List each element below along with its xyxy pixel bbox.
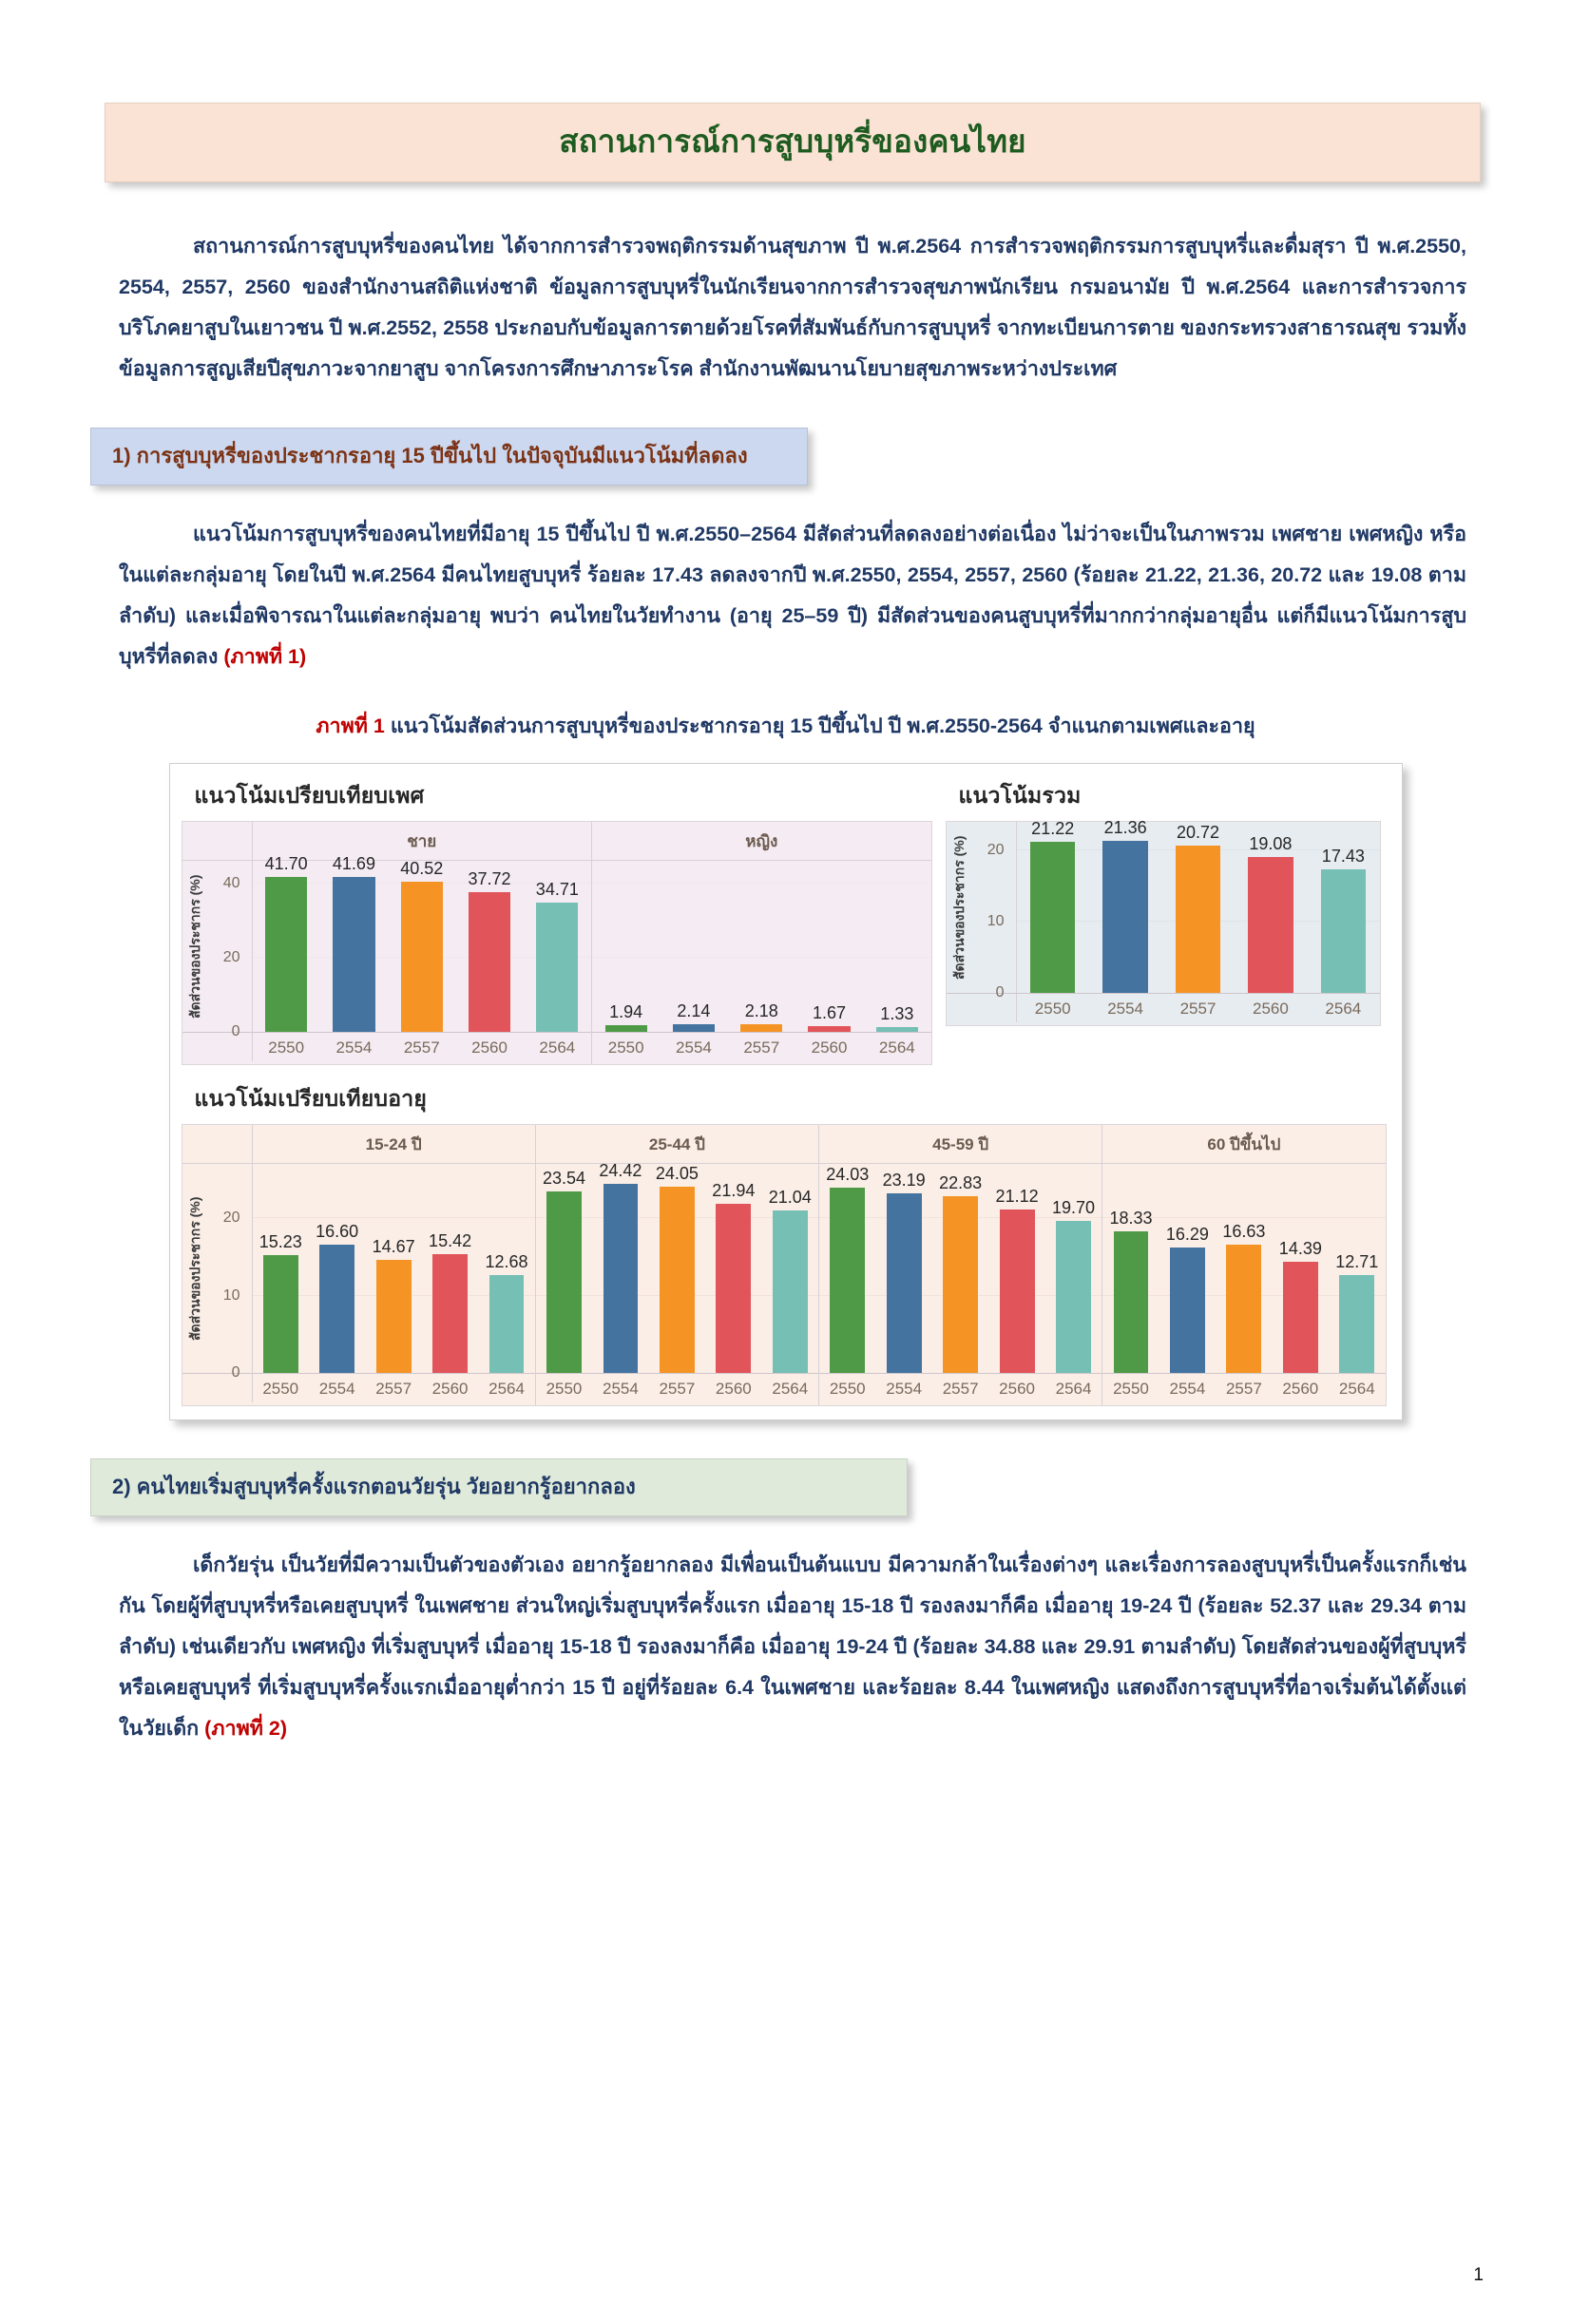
x-tick-label: 2550 (268, 1038, 305, 1057)
y-axis-foot (947, 993, 1017, 1022)
x-tick-label: 2557 (743, 1038, 780, 1057)
bar-column (253, 854, 320, 1032)
y-axis-column (947, 822, 1017, 1025)
bar (536, 903, 578, 1032)
bar-column (1329, 1164, 1385, 1373)
bar-column (932, 1164, 988, 1373)
bar-column (728, 861, 795, 1032)
section-2-figure-ref: (ภาพที่ 2) (204, 1717, 288, 1741)
bar (1283, 1262, 1318, 1373)
x-tick-label: 2554 (886, 1380, 923, 1399)
chart-title-overall-trend: แนวโน้มรวม (958, 783, 1082, 809)
plot-area-overall-trend (946, 818, 1381, 1026)
facet-header-spacer (182, 822, 253, 860)
bar-column (705, 1164, 761, 1373)
bar-value-label: 24.03 (826, 1164, 870, 1184)
bar-value-label: 1.67 (813, 1002, 847, 1022)
bar-column (875, 1164, 931, 1373)
bar-column (1017, 819, 1089, 993)
x-tick-label: 2564 (1325, 1000, 1362, 1019)
y-axis (182, 1164, 253, 1381)
chart-panel-age-trend (182, 1076, 1390, 1406)
bar-column (1216, 1164, 1272, 1373)
bar-value-label: 41.70 (264, 854, 308, 874)
y-tick-1: 10 (222, 1286, 240, 1304)
intro-paragraph (119, 226, 1466, 390)
bars-1 (592, 861, 931, 1032)
bar (333, 877, 374, 1032)
bar (469, 892, 510, 1033)
bars-0 (1017, 818, 1380, 993)
bar-value-label: 21.36 (1103, 818, 1147, 838)
bar (401, 882, 443, 1033)
bar-value-label: 24.05 (655, 1164, 699, 1184)
facet-1 (591, 861, 931, 1064)
bar-column (762, 1164, 818, 1373)
y-tick-1: 10 (987, 913, 1005, 930)
bars-2 (819, 1164, 1102, 1373)
section-1-heading (90, 428, 808, 486)
chart-title-sex-trend: แนวโน้มเปรียบเทียบเพศ (194, 783, 425, 809)
x-tick-label: 2550 (607, 1038, 644, 1057)
bar-column (388, 858, 455, 1032)
bar (740, 1024, 782, 1033)
bar (1102, 841, 1147, 993)
x-tick-label: 2554 (603, 1380, 639, 1399)
x-tick-label: 2564 (1338, 1380, 1375, 1399)
bar (605, 1025, 647, 1033)
facet-0 (253, 854, 592, 1064)
x-tick-label: 2560 (811, 1038, 848, 1057)
y-tick-0: 0 (995, 984, 1005, 1001)
bar (1000, 1210, 1035, 1373)
bar-column (592, 1161, 648, 1373)
section-2-heading-text: 2) คนไทยเริ่มสูบบุหรี่ครั้งแรกตอนวัยรุ่น วัยอยากรู้อยากลอง (112, 1475, 636, 1499)
intro-text: สถานการณ์การสูบบุหรี่ของคนไทย ได้จากการสำรวจพฤติกรรมด้านสุขภาพ ปี พ.ศ.2564 การสำรวจพฤติกรรมการสูบบุหรี่และดื่มสุรา ปี พ.ศ.2550, 2554, 2557, 2560 ของสำนักงานสถิติแห่งชาติ ข้อมูลการสูบบุหรี่ในนักเรียนจากการสำรวจสุขภาพนักเรียน กรมอนามัย ปี พ.ศ.2564 และการสำรวจการบริโภคยาสูบในเยาวชน ปี พ.ศ.2552, 2558 ประกอบกับข้อมูลการตายด้วยโรคที่สัมพันธ์กับการสูบบุหรี่ จากทะเบียนการตาย ของกระทรวงสาธารณสุข รวมทั้งข้อมูลการสูญเสียปีสุขภาวะจากยาสูบ จากโครงการศึกษาภาระโรค สำนักงานพัฒนานโยบายสุขภาพระหว่างประเทศ (119, 235, 1466, 381)
facets (253, 1161, 1386, 1405)
bar (265, 877, 307, 1032)
bar-column (1307, 822, 1379, 993)
bar-value-label: 23.19 (882, 1171, 926, 1191)
x-tick-label: 2557 (659, 1380, 696, 1399)
x-tick-label: 2554 (1169, 1380, 1206, 1399)
facet-header-1: หญิง (591, 822, 931, 860)
bar-column (309, 1164, 365, 1373)
x-tick-label: 2560 (1282, 1380, 1319, 1399)
bar-value-label: 16.60 (316, 1222, 359, 1242)
bar-value-label: 34.71 (535, 880, 579, 900)
bar-column (478, 1164, 534, 1373)
bar-value-label: 1.33 (880, 1004, 914, 1024)
section-2-paragraph (119, 1545, 1466, 1749)
bar-column (863, 861, 930, 1032)
bar (263, 1255, 298, 1373)
x-tick-label: 2557 (403, 1038, 440, 1057)
bars-0 (253, 1164, 535, 1373)
chart-panel-overall-trend (946, 773, 1381, 1065)
bar-column (1089, 818, 1161, 993)
plot-area-age-trend (182, 1124, 1387, 1406)
facet-header-0: ชาย (407, 832, 437, 851)
x-tick-label: 2564 (539, 1038, 576, 1057)
bars-0 (253, 854, 592, 1032)
bar-value-label: 14.67 (372, 1236, 415, 1256)
bar-column (320, 854, 388, 1032)
bars-3 (1102, 1164, 1385, 1373)
plot-body (182, 854, 931, 1064)
bar (546, 1191, 582, 1374)
bar (603, 1184, 639, 1373)
bar-column (253, 1164, 309, 1373)
facet-0 (253, 1164, 535, 1405)
x-axis-3 (1102, 1373, 1385, 1405)
bar-column (660, 861, 727, 1032)
x-axis-0 (253, 1373, 535, 1405)
figure-1-caption (0, 710, 1571, 742)
bar (1030, 842, 1075, 993)
figure-1-caption-text: แนวโน้มสัดส่วนการสูบบุหรี่ของประชากรอายุ 15 ปีขึ้นไป ปี พ.ศ.2550-2564 จำแนกตามเพศและอายุ (384, 714, 1255, 738)
bar (1176, 846, 1220, 993)
plot-body (947, 818, 1380, 1025)
section-1-paragraph (119, 514, 1466, 677)
bar (943, 1196, 978, 1373)
x-axis-0 (253, 1032, 592, 1064)
bar-column (1045, 1164, 1102, 1373)
bar-value-label: 19.08 (1249, 834, 1293, 854)
bar (1339, 1275, 1374, 1374)
bar-column (524, 861, 591, 1032)
x-axis-2 (819, 1373, 1102, 1405)
section-2-body-text: เด็กวัยรุ่น เป็นวัยที่มีความเป็นตัวของตัวเอง อยากรู้อยากลอง มีเพื่อนเป็นต้นแบบ มีความกล้าในเรื่องต่างๆ และเรื่องการลองสูบบุหรี่เป็นครั้งแรกก็เช่นกัน โดยผู้ที่สูบบุหรี่หรือเคยสูบบุหรี่ ในเพศชาย ส่วนใหญ่เริ่มสูบบุหรี่ครั้งแรก เมื่ออายุ 15-18 ปี รองลงมาก็คือ เมื่ออายุ 19-24 ปี (ร้อยละ 52.37 และ 29.34 ตามลำดับ) เช่นเดียวกับ เพศหญิง ที่เริ่มสูบบุหรี่ เมื่ออายุ 15-18 ปี รองลงมาก็คือ เมื่ออายุ 19-24 ปี (ร้อยละ 34.88 และ 29.91 ตามลำดับ) โดยสัดส่วนของผู้ที่สูบบุหรี่หรือเคยสูบบุหรี่ ที่เริ่มสูบบุหรี่ครั้งแรกเมื่ออายุต่ำกว่า 15 ปี อยู่ที่ร้อยละ 6.4 ในเพศชาย และร้อยละ 8.44 ในเพศหญิง แสดงถึงการสูบบุหรี่ที่อาจเริ่มต้นได้ตั้งแต่ในวัยเด็ก (119, 1553, 1466, 1741)
y-axis (947, 822, 1017, 1001)
y-tick-2: 20 (222, 1210, 240, 1227)
bar-value-label: 22.83 (939, 1173, 983, 1193)
y-axis-foot (182, 1032, 253, 1061)
bar-value-label: 24.42 (599, 1161, 642, 1181)
bar-value-label: 2.18 (744, 1000, 778, 1020)
x-tick-label: 2564 (878, 1038, 915, 1057)
page-title: สถานการณ์การสูบบุหรี่ของคนไทย (559, 124, 1026, 159)
x-tick-label: 2557 (1225, 1380, 1262, 1399)
bar-column (1102, 1164, 1159, 1373)
facet-header-spacer (182, 1125, 253, 1163)
x-tick-label: 2564 (1055, 1380, 1092, 1399)
x-tick-label: 2560 (431, 1380, 469, 1399)
bar-value-label: 12.68 (485, 1251, 528, 1271)
bar-value-label: 14.39 (1278, 1239, 1322, 1259)
x-axis-0 (1017, 993, 1380, 1025)
x-axis-1 (592, 1032, 931, 1064)
figure-1-chart (169, 763, 1403, 1420)
x-tick-label: 2560 (999, 1380, 1035, 1399)
bar-column (365, 1164, 421, 1373)
y-tick-2: 40 (222, 874, 240, 891)
y-axis-column (182, 861, 253, 1064)
bar-value-label: 21.12 (995, 1187, 1039, 1207)
bar-column (1235, 822, 1307, 993)
section-1-body-text: แนวโน้มการสูบบุหรี่ของคนไทยที่มีอายุ 15 ปีขึ้นไป ปี พ.ศ.2550–2564 มีสัดส่วนที่ลดลงอย่างต่อเนื่อง ไม่ว่าจะเป็นในภาพรวม เพศชาย เพศหญิง หรือในแต่ละกลุ่มอายุ โดยในปี พ.ศ.2564 มีคนไทยสูบบุหรี่ ร้อยละ 17.43 ลดลงจากปี พ.ศ.2550, 2554, 2557, 2560 (ร้อยละ 21.22, 21.36, 20.72 และ 19.08 ตามลำดับ) และเมื่อพิจารณาในแต่ละกลุ่มอายุ พบว่า คนไทยในวัยทำงาน (อายุ 25–59 ปี) มีสัดส่วนของคนสูบบุหรี่ที่มากกว่ากลุ่มอายุอื่น แต่ก็มีแนวโน้มการสูบบุหรี่ที่ลดลง (119, 523, 1466, 669)
x-tick-label: 2550 (1113, 1380, 1149, 1399)
x-tick-label: 2550 (829, 1380, 866, 1399)
section-1-heading-text: 1) การสูบบุหรี่ของประชากรอายุ 15 ปีขึ้นไป ในปัจจุบันมีแนวโน้มที่ลดลง (112, 444, 748, 468)
bar (660, 1187, 695, 1373)
y-axis-title: สัดส่วนของประชากร (%) (950, 835, 967, 980)
bar-value-label: 15.23 (259, 1232, 302, 1252)
bar (1170, 1248, 1205, 1374)
bar-value-label: 1.94 (609, 1001, 643, 1021)
x-axis-1 (536, 1373, 818, 1405)
bar (1056, 1221, 1091, 1374)
bar-value-label: 2.14 (677, 1000, 711, 1020)
bar (830, 1188, 865, 1374)
y-tick-0: 0 (231, 1023, 240, 1040)
facet-0 (1017, 818, 1380, 1025)
facets (1017, 818, 1380, 1025)
x-tick-label: 2557 (1179, 1000, 1217, 1019)
section-1-figure-ref: (ภาพที่ 1) (223, 645, 307, 669)
y-axis-foot (182, 1373, 253, 1402)
x-tick-label: 2564 (489, 1380, 525, 1399)
bar-column (536, 1164, 592, 1373)
bar-value-label: 17.43 (1321, 846, 1365, 866)
bar-column (795, 861, 863, 1032)
bar-column (592, 861, 660, 1032)
bar (673, 1024, 715, 1032)
facet-header-0: 15-24 ปี (365, 1135, 422, 1154)
y-tick-2: 20 (987, 842, 1005, 859)
y-tick-1: 20 (222, 949, 240, 966)
bar-column (1161, 822, 1234, 993)
y-axis-title: สัดส่วนของประชากร (%) (186, 1196, 202, 1341)
bar (1226, 1245, 1261, 1374)
plot-area-sex-trend (182, 821, 932, 1065)
bar (1114, 1231, 1149, 1373)
bar (887, 1193, 922, 1373)
bar-column (988, 1164, 1044, 1373)
x-tick-label: 2554 (318, 1380, 355, 1399)
bars-1 (536, 1161, 818, 1373)
bar (876, 1027, 918, 1032)
page-number: 1 (1473, 2265, 1484, 2285)
bar-column (422, 1164, 478, 1373)
y-axis-title: สัดส่วนของประชากร (%) (186, 874, 202, 1019)
bar-value-label: 41.69 (332, 854, 375, 874)
bar-value-label: 15.42 (429, 1230, 472, 1250)
facet-header-1: 25-44 ปี (535, 1125, 818, 1163)
bar-column (1159, 1164, 1216, 1373)
x-tick-label: 2560 (471, 1038, 508, 1057)
bar-value-label: 16.29 (1165, 1224, 1209, 1244)
bar-value-label: 21.22 (1031, 819, 1075, 839)
bar-value-label: 40.52 (400, 858, 444, 878)
bar-column (1273, 1164, 1329, 1373)
bar (376, 1260, 412, 1374)
bar (1248, 857, 1293, 993)
facet-3 (1102, 1164, 1385, 1405)
bar-value-label: 23.54 (542, 1168, 585, 1188)
x-tick-label: 2560 (1253, 1000, 1289, 1019)
document-title-banner (105, 103, 1481, 182)
facet-header-row (182, 1125, 1386, 1164)
facet-header-2: 45-59 ปี (818, 1125, 1102, 1163)
bar-value-label: 19.70 (1052, 1197, 1096, 1217)
plot-body (182, 1161, 1386, 1405)
chart-top-row (182, 773, 1390, 1065)
x-tick-label: 2557 (942, 1380, 979, 1399)
y-tick-labels (211, 861, 245, 1040)
x-tick-label: 2550 (1034, 1000, 1071, 1019)
bar-column (819, 1164, 875, 1373)
y-tick-labels (211, 1164, 245, 1381)
bar-value-label: 12.71 (1335, 1251, 1379, 1271)
chart-bottom-row (182, 1076, 1390, 1406)
y-axis (182, 861, 253, 1040)
x-tick-label: 2557 (375, 1380, 412, 1399)
section-2-heading (90, 1458, 908, 1516)
facet-2 (818, 1164, 1102, 1405)
bar-value-label: 37.72 (468, 868, 511, 888)
bar (1321, 869, 1366, 994)
bar-value-label: 16.63 (1222, 1221, 1266, 1241)
bar-value-label: 18.33 (1109, 1208, 1153, 1228)
figure-1-caption-label: ภาพที่ 1 (316, 714, 385, 738)
x-tick-label: 2554 (676, 1038, 712, 1057)
bar (319, 1245, 354, 1373)
y-axis-column (182, 1164, 253, 1405)
bar (773, 1210, 808, 1373)
bar-column (455, 861, 523, 1032)
bar (716, 1204, 751, 1374)
x-tick-label: 2550 (262, 1380, 299, 1399)
x-tick-label: 2554 (335, 1038, 373, 1057)
chart-title-age-trend: แนวโน้มเปรียบเทียบอายุ (194, 1086, 427, 1112)
x-tick-label: 2564 (772, 1380, 809, 1399)
bar (489, 1275, 525, 1373)
x-tick-label: 2550 (546, 1380, 583, 1399)
facets (253, 854, 931, 1064)
bar (432, 1254, 468, 1374)
document-page (0, 103, 1571, 2324)
facet-1 (535, 1161, 818, 1405)
bar (808, 1026, 850, 1033)
y-tick-0: 0 (231, 1364, 240, 1381)
bar-column (649, 1164, 705, 1373)
bar-value-label: 20.72 (1176, 822, 1220, 842)
chart-panel-sex-trend (182, 773, 932, 1065)
x-tick-label: 2554 (1107, 1000, 1144, 1019)
bar-value-label: 21.94 (712, 1180, 756, 1200)
x-tick-label: 2560 (715, 1380, 752, 1399)
bar-value-label: 21.04 (768, 1187, 812, 1207)
y-tick-labels (975, 822, 1009, 1001)
facet-header-3: 60 ปีขึ้นไป (1102, 1125, 1385, 1163)
